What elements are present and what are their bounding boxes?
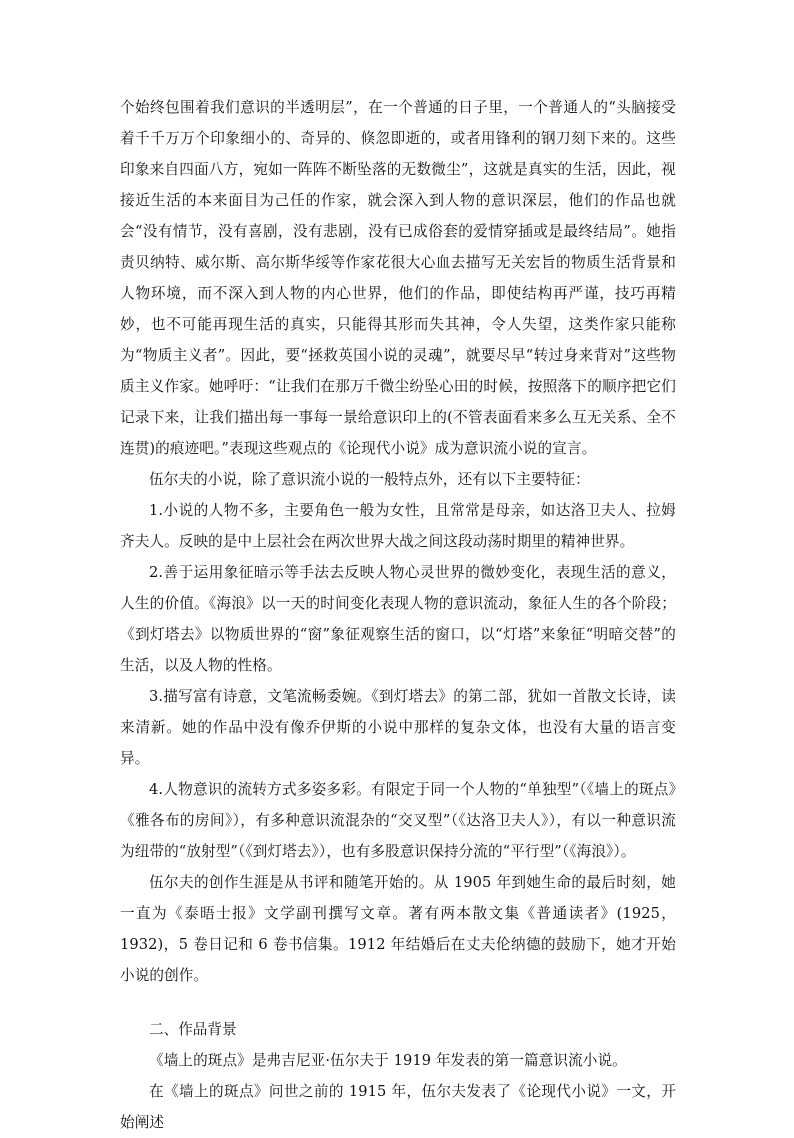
section-spacer [120,991,676,1014]
body-paragraph-career: 伍尔夫的创作生涯是从书评和随笔开始的。从 1905 年到她生命的最后时刻，她一直为《泰晤士报》文学副刊撰写文章。著有两本散文集《普通读者》(1925，1932)，5 卷日记和 6 卷书信集。1912 年结婚后在丈夫伦纳德的鼓励下，她才开始小说的创作。 [120,874,676,984]
feature-item-4: 4.人物意识的流转方式多姿多彩。有限定于同一个人物的“单独型”（《墙上的斑点》《雅各布的房间》），有多种意识流混杂的“交叉型”（《达洛卫夫人》），有以一种意识流为纽带的“放射型”（《到灯塔去》），也有多股意识保持分流的“平行型”（《海浪》）。 [120,781,676,860]
body-paragraph-2: 伍尔夫的小说，除了意识流小说的一般特点外，还有以下主要特征： [149,471,590,488]
body-paragraph-1: 个始终包围着我们意识的半透明层”，在一个普通的日子里，一个普通人的“头脑接受着千千万万个印象细小的、奇异的、倏忽即逝的，或者用锋利的钢刀刻下来的。这些印象来自四面八方，宛如一阵阵不断坠落的无数微尘”，这就是真实的生活，因此，视接近生活的本来面目为己任的作家，就会深入到人物的意识深层，他们的作品也就会“没有情节，没有喜剧，没有悲剧，没有已成俗套的爱情穿插或是最终结局”。她指责贝纳特、威尔斯、高尔斯华绥等作家花很大心血去描写无关宏旨的物质生活背景和人物环境，而不深入到人物的内心世界，他们的作品，即使结构再严谨，技巧再精妙，也不可能再现生活的真实，只能得其形而失其神，令人失望，这类作家只能称为“物质主义者”。因此，要“拯救英国小说的灵魂”，就要尽早“转过身来背对”这些物质主义作家。她呼吁：“让我们在那万千微尘纷坠心田的时候，按照落下的顺序把它们记录下来，让我们描出每一事每一景给意识印上的(不管表面看来多么互无关系、全不连贯)的痕迹吧。”表现这些观点的《论现代小说》成为意识流小说的宣言。 [120,99,676,457]
section-heading: 二、作品背景 [149,1021,237,1038]
document-page [120,92,676,1138]
background-paragraph-2: 在《墙上的斑点》问世之前的 1915 年，伍尔夫发表了《论现代小说》一文，开始阐述 [120,1083,676,1131]
background-paragraph-1: 《墙上的斑点》是弗吉尼亚·伍尔夫于 1919 年发表的第一篇意识流小说。 [149,1052,627,1069]
feature-item-2: 2.善于运用象征暗示等手法去反映人物心灵世界的微妙变化，表现生活的意义，人生的价值。《海浪》以一天的时间变化表现人物的意识流动，象征人生的各个阶段；《到灯塔去》以物质世界的“窗”象征观察生活的窗口，以“灯塔”来象征“明暗交替”的生活，以及人物的性格。 [120,564,676,674]
feature-item-3: 3.描写富有诗意，文笔流畅委婉。《到灯塔去》的第二部，犹如一首散文长诗，读来清新。她的作品中没有像乔伊斯的小说中那样的复杂文体，也没有大量的语言变异。 [120,688,676,767]
feature-item-1: 1.小说的人物不多，主要角色一般为女性，且常常是母亲，如达洛卫夫人、拉姆齐夫人。反映的是中上层社会在两次世界大战之间这段动荡时期里的精神世界。 [120,502,676,550]
